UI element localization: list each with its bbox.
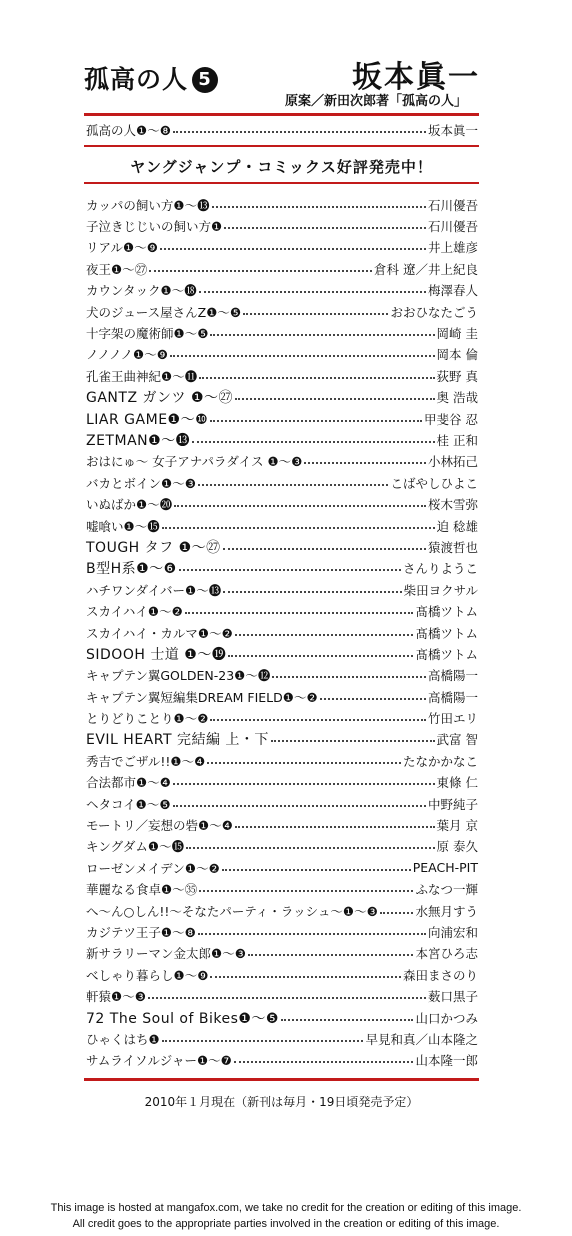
- dot-leader: [199, 377, 434, 379]
- dot-leader: [212, 206, 426, 208]
- list-item-author: 武富 智: [436, 732, 478, 748]
- dot-leader: [160, 248, 426, 250]
- list-item: [86, 879, 478, 900]
- list-item-title: ローゼンメイデン❶〜❷: [86, 860, 220, 876]
- list-item-author: 本宮ひろ志: [415, 946, 478, 962]
- list-item: [86, 793, 478, 814]
- list-item-title: カジテツ王子❶〜❽: [86, 924, 196, 940]
- original-credit: 原案／新田次郎著「孤高の人」: [285, 94, 468, 109]
- dot-leader: [235, 826, 435, 828]
- list-item-title: スカイハイ・カルマ❶〜❷: [86, 625, 233, 641]
- dot-leader: [304, 462, 426, 464]
- list-item-author: 竹田エリ: [427, 711, 478, 727]
- top-rule: [84, 113, 479, 116]
- list-item: [86, 558, 478, 579]
- list-item-title: スカイハイ❶〜❷: [86, 604, 183, 620]
- dot-leader: [173, 131, 426, 133]
- list-item-author: 髙橋ツトム: [415, 604, 478, 620]
- list-item: [86, 515, 478, 536]
- list-item-author: たなかかなこ: [402, 753, 478, 769]
- list-item-author: ふなつ一輝: [415, 882, 478, 898]
- list-item: [86, 750, 478, 771]
- list-item: [86, 344, 478, 365]
- dot-leader: [148, 997, 426, 999]
- list-item-title: キャプテン翼短編集DREAM FIELD❶〜❷: [86, 689, 318, 705]
- list-item: [86, 707, 478, 728]
- dot-leader: [222, 869, 411, 871]
- list-item: [86, 900, 478, 921]
- list-item-author: 井上雄彦: [427, 240, 478, 256]
- hosting-credit-line-2: All credit goes to the appropriate parties involved in the creation or editing of this image.: [72, 1218, 500, 1230]
- section-title: ヤングジャンプ・コミックス好評発売中！: [130, 158, 433, 176]
- dot-leader: [210, 976, 401, 978]
- release-date-note: 2010年１月現在（新刊は毎月・19日頃発売予定）: [144, 1095, 419, 1109]
- list-item: [86, 237, 478, 258]
- list-item-author: 薮口黒子: [427, 989, 478, 1005]
- dot-leader: [210, 719, 426, 721]
- list-item: [86, 836, 478, 857]
- section-rule-bottom: [84, 182, 479, 184]
- list-item: [86, 814, 478, 835]
- dot-leader: [192, 441, 434, 443]
- dot-leader: [235, 634, 414, 636]
- list-item-title: バカとボイン❶〜❸: [86, 475, 196, 491]
- list-item-title: B型H系❶〜❻: [86, 561, 177, 578]
- list-item-title: 犬のジュース屋さんZ❶〜❺: [86, 304, 242, 320]
- list-item-title: へ〜ん○しん!!〜そなたパーティ・ラッシュ〜❶〜❸: [86, 903, 378, 919]
- list-item-author: 高橋陽一: [427, 668, 478, 684]
- list-item: [86, 1007, 478, 1028]
- dot-leader: [179, 569, 401, 571]
- list-item-author: 東條 仁: [436, 775, 478, 791]
- list-item-author: 甲斐谷 忍: [424, 411, 478, 427]
- list-item: [86, 622, 478, 643]
- self-entry-title: 孤高の人❶〜❽: [86, 123, 171, 138]
- list-item-title: サムライソルジャー❶〜❼: [86, 1053, 232, 1069]
- list-item-author: PEACH-PIT: [412, 860, 478, 876]
- dot-leader: [248, 954, 414, 956]
- list-item: [86, 665, 478, 686]
- section-rule-top: [84, 145, 479, 147]
- list-item-author: 奥 浩哉: [436, 390, 478, 406]
- list-item-title: ノノノノ❶〜❾: [86, 347, 168, 363]
- dot-leader: [149, 270, 372, 272]
- dot-leader: [210, 420, 422, 422]
- list-item: [86, 301, 478, 322]
- list-item-title: LIAR GAME❶〜❿: [86, 411, 209, 428]
- dot-leader: [170, 355, 435, 357]
- list-item: [86, 280, 478, 301]
- dot-leader: [173, 805, 426, 807]
- list-item-title: ヘタコイ❶〜❺: [86, 796, 171, 812]
- list-item-author: 柴田ヨクサル: [403, 582, 478, 598]
- list-item-author: 岡本 倫: [436, 347, 478, 363]
- list-item: [86, 322, 478, 343]
- self-entry-row: [86, 121, 478, 139]
- list-item: [86, 194, 478, 215]
- bottom-rule: [84, 1078, 479, 1081]
- list-item-author: 梅澤春人: [427, 283, 478, 299]
- volume-number: 5: [192, 67, 218, 93]
- dot-leader: [223, 548, 426, 550]
- list-item-author: 髙橋ツトム: [415, 625, 478, 641]
- list-item-author: 荻野 真: [436, 368, 478, 384]
- list-item-author: 早見和真／山本隆之: [365, 1031, 478, 1047]
- dot-leader: [199, 890, 413, 892]
- list-item-author: 猿渡哲也: [427, 539, 478, 555]
- dot-leader: [271, 740, 435, 742]
- dot-leader: [228, 655, 413, 657]
- list-item-author: 水無月すう: [415, 903, 478, 919]
- list-item-title: キングダム❶〜⓯: [86, 839, 185, 855]
- list-item-title: 夜王❶〜㉗: [86, 261, 148, 277]
- series-title-block: [84, 60, 218, 96]
- list-item: [86, 451, 478, 472]
- list-item: [86, 772, 478, 793]
- list-item-author: 葉月 京: [436, 818, 478, 834]
- list-item-title: SIDOOH 士道 ❶〜⓳: [86, 646, 227, 663]
- list-item-author: 岡崎 圭: [436, 326, 478, 342]
- list-item: [86, 536, 478, 557]
- dot-leader: [224, 227, 426, 229]
- list-item-title: とりどりことり❶〜❷: [86, 711, 209, 727]
- dot-leader: [320, 698, 426, 700]
- dot-leader: [223, 591, 401, 593]
- list-item-author: 向浦宏和: [427, 924, 478, 940]
- author-name: 坂本眞一: [352, 60, 480, 95]
- list-item: [86, 429, 478, 450]
- dot-leader: [235, 398, 435, 400]
- list-item-title: 子泣きじじいの飼い方❶: [86, 219, 223, 235]
- list-item-author: 倉科 遼／井上紀良: [374, 261, 478, 277]
- dot-leader: [243, 313, 388, 315]
- list-item: [86, 1050, 478, 1071]
- list-item: [86, 215, 478, 236]
- dot-leader: [174, 505, 426, 507]
- list-item-author: 石川優吾: [427, 197, 478, 213]
- list-item-title: 十字架の魔術師❶〜❺: [86, 326, 209, 342]
- list-item-title: 秀吉でごザル!!❶〜❹: [86, 753, 206, 769]
- list-item-title: GANTZ ガンツ ❶〜㉗: [86, 390, 233, 407]
- list-item-title: おはにゅ〜 女子アナパラダイス ❶〜❸: [86, 454, 303, 470]
- list-item-author: 小林拓己: [427, 454, 478, 470]
- list-item: [86, 387, 478, 408]
- list-item: [86, 729, 478, 750]
- list-item: [86, 964, 478, 985]
- list-item-author: 山本隆一郎: [415, 1053, 478, 1069]
- list-item-title: ひゃくはち❶: [86, 1031, 160, 1047]
- list-item-author: 桂 正和: [436, 432, 478, 448]
- dot-leader: [272, 676, 426, 678]
- list-item-author: おおひなたごう: [390, 304, 478, 320]
- list-item-title: 嘘喰い❶〜⓯: [86, 518, 160, 534]
- dot-leader: [199, 291, 426, 293]
- list-item-title: 孔雀王曲神紀❶〜⓫: [86, 368, 198, 384]
- title-list: [86, 194, 478, 1071]
- list-item-title: リアル❶〜❾: [86, 240, 158, 256]
- list-item-title: 新サラリーマン金太郎❶〜❸: [86, 946, 246, 962]
- dot-leader: [207, 762, 401, 764]
- list-item: [86, 365, 478, 386]
- list-item-title: キャプテン翼GOLDEN-23❶〜⓬: [86, 668, 271, 684]
- dot-leader: [380, 912, 414, 914]
- list-item-author: 桜木雪弥: [427, 497, 478, 513]
- list-item: [86, 579, 478, 600]
- list-item-title: ハチワンダイバー❶〜⓭: [86, 582, 222, 598]
- list-item: [86, 408, 478, 429]
- list-item: [86, 686, 478, 707]
- list-item-author: 原 泰久: [436, 839, 478, 855]
- list-item: [86, 985, 478, 1006]
- hosting-credit-line-1: This image is hosted at mangafox.com, we take no credit for the creation or editing of this image.: [50, 1202, 522, 1214]
- list-item-title: カッパの飼い方❶〜⓭: [86, 197, 210, 213]
- list-item-author: 高橋陽一: [427, 689, 478, 705]
- list-item-title: いぬばか❶〜⓴: [86, 497, 173, 513]
- dot-leader: [198, 933, 426, 935]
- list-item-title: ZETMAN❶〜⓭: [86, 432, 191, 449]
- list-item-author: 森田まさのり: [402, 967, 478, 983]
- list-item-author: こばやしひよこ: [390, 475, 478, 491]
- list-item-author: 髙橋ツトム: [415, 646, 478, 662]
- list-item-title: 華麗なる食卓❶〜㉟: [86, 882, 198, 898]
- dot-leader: [162, 527, 435, 529]
- list-item-title: べしゃり暮らし❶〜❾: [86, 967, 209, 983]
- list-item-author: 石川優吾: [427, 219, 478, 235]
- list-item: [86, 258, 478, 279]
- list-item: [86, 472, 478, 493]
- list-item-author: さんりようこ: [402, 561, 478, 577]
- list-item-title: TOUGH タフ ❶〜㉗: [86, 539, 221, 556]
- dot-leader: [281, 1019, 414, 1021]
- list-item-title: カウンタック❶〜⓲: [86, 283, 197, 299]
- dot-leader: [186, 847, 434, 849]
- dot-leader: [234, 1061, 414, 1063]
- list-item-author: 山口かつみ: [415, 1010, 478, 1026]
- list-item: [86, 857, 478, 878]
- list-item-title: 軒猿❶〜❸: [86, 989, 146, 1005]
- list-item: [86, 643, 478, 664]
- self-entry-author: 坂本眞一: [427, 123, 478, 138]
- list-item-title: EVIL HEART 完結編 上・下: [86, 732, 269, 749]
- list-item: [86, 1028, 478, 1049]
- list-item: [86, 943, 478, 964]
- list-item: [86, 921, 478, 942]
- dot-leader: [210, 334, 434, 336]
- list-item-title: モートリ／妄想の砦❶〜❹: [86, 818, 233, 834]
- dot-leader: [185, 612, 414, 614]
- list-item-author: 中野純子: [427, 796, 478, 812]
- dot-leader: [173, 783, 435, 785]
- list-item-title: 合法都市❶〜❹: [86, 775, 171, 791]
- dot-leader: [162, 1040, 364, 1042]
- list-item: [86, 493, 478, 514]
- dot-leader: [198, 484, 389, 486]
- series-title: 孤高の人: [84, 65, 189, 94]
- list-item-title: 72 The Soul of Bikes❶〜❺: [86, 1010, 279, 1027]
- list-item-author: 迫 稔雄: [436, 518, 478, 534]
- list-item: [86, 600, 478, 621]
